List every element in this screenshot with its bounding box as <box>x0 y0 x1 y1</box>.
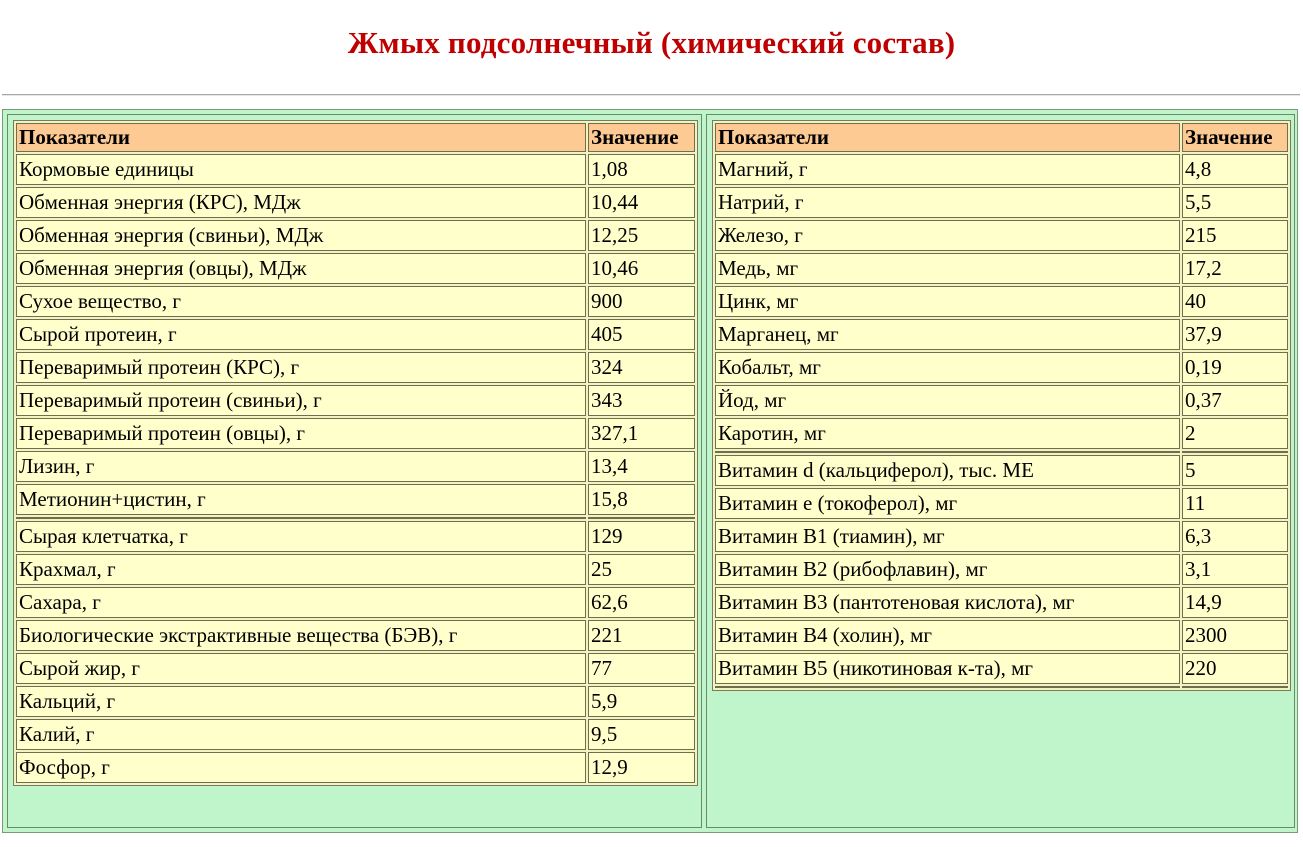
indicator-cell: Обменная энергия (свиньи), МДж <box>16 220 586 251</box>
value-cell: 900 <box>588 286 695 317</box>
value-cell: 15,8 <box>588 484 695 515</box>
table-row <box>16 319 695 350</box>
value-cell: 5 <box>1182 455 1288 486</box>
table-row <box>715 587 1288 618</box>
indicator-cell: Железо, г <box>715 220 1180 251</box>
indicator-cell: Витамин B3 (пантотеновая кислота), мг <box>715 587 1180 618</box>
table-row <box>16 653 695 684</box>
table-row <box>16 418 695 449</box>
page-title: Жмых подсолнечный (химический состав) <box>347 25 956 60</box>
table-row <box>16 484 695 515</box>
table-row <box>715 319 1288 350</box>
table-header-row <box>715 123 1288 152</box>
table-row <box>715 620 1288 651</box>
table-row <box>16 253 695 284</box>
indicator-cell: Калий, г <box>16 719 586 750</box>
value-cell: 62,6 <box>588 587 695 618</box>
value-cell: 12,9 <box>588 752 695 783</box>
indicator-cell: Цинк, мг <box>715 286 1180 317</box>
table-row <box>715 521 1288 552</box>
table-row <box>16 587 695 618</box>
table-row <box>715 554 1288 585</box>
table-row <box>715 653 1288 684</box>
indicator-cell: Сырой протеин, г <box>16 319 586 350</box>
value-cell: 17,2 <box>1182 253 1288 284</box>
indicator-cell: Витамин B1 (тиамин), мг <box>715 521 1180 552</box>
table-row <box>715 286 1288 317</box>
indicator-cell: Каротин, мг <box>715 418 1180 449</box>
right-nutrient-table <box>712 120 1291 691</box>
table-row <box>16 686 695 717</box>
table-row <box>16 752 695 783</box>
indicator-cell: Витамин B2 (рибофлавин), мг <box>715 554 1180 585</box>
indicator-cell: Обменная энергия (КРС), МДж <box>16 187 586 218</box>
indicator-cell: Магний, г <box>715 154 1180 185</box>
indicator-cell: Фосфор, г <box>16 752 586 783</box>
table-row <box>16 620 695 651</box>
horizontal-rule <box>2 94 1300 96</box>
table-row <box>715 154 1288 185</box>
indicator-cell: Лизин, г <box>16 451 586 482</box>
table-row <box>16 719 695 750</box>
table-row <box>715 253 1288 284</box>
value-cell: 5,5 <box>1182 187 1288 218</box>
table-row <box>715 418 1288 449</box>
indicator-cell: Биологические экстрактивные вещества (БЭВ), г <box>16 620 586 651</box>
indicator-cell: Кобальт, мг <box>715 352 1180 383</box>
indicator-cell: Сухое вещество, г <box>16 286 586 317</box>
table-row <box>16 286 695 317</box>
table-row <box>16 521 695 552</box>
indicator-cell: Переваримый протеин (КРС), г <box>16 352 586 383</box>
table-row <box>715 352 1288 383</box>
value-cell: 2300 <box>1182 620 1288 651</box>
indicator-cell: Витамин B5 (никотиновая к-та), мг <box>715 653 1180 684</box>
column-header-indicator: Показатели <box>715 123 1180 152</box>
separator-cell <box>588 517 695 519</box>
value-cell: 25 <box>588 554 695 585</box>
indicator-cell: Медь, мг <box>715 253 1180 284</box>
table-row <box>16 385 695 416</box>
separator-cell <box>1182 451 1288 453</box>
group-separator <box>715 451 1288 453</box>
table-row <box>715 385 1288 416</box>
value-cell: 0,19 <box>1182 352 1288 383</box>
left-nutrient-table <box>13 120 698 786</box>
indicator-cell: Кальций, г <box>16 686 586 717</box>
layout-frame <box>2 109 1298 833</box>
value-cell: 37,9 <box>1182 319 1288 350</box>
table-row <box>16 187 695 218</box>
indicator-cell: Метионин+цистин, г <box>16 484 586 515</box>
value-cell: 40 <box>1182 286 1288 317</box>
value-cell: 3,1 <box>1182 554 1288 585</box>
value-cell: 129 <box>588 521 695 552</box>
separator-cell <box>715 686 1180 688</box>
value-cell: 215 <box>1182 220 1288 251</box>
indicator-cell: Витамин е (токоферол), мг <box>715 488 1180 519</box>
indicator-cell: Сахара, г <box>16 587 586 618</box>
indicator-cell: Сырой жир, г <box>16 653 586 684</box>
value-cell: 77 <box>588 653 695 684</box>
value-cell: 11 <box>1182 488 1288 519</box>
value-cell: 6,3 <box>1182 521 1288 552</box>
indicator-cell: Переваримый протеин (овцы), г <box>16 418 586 449</box>
value-cell: 12,25 <box>588 220 695 251</box>
table-row <box>16 154 695 185</box>
indicator-cell: Натрий, г <box>715 187 1180 218</box>
indicator-cell: Марганец, мг <box>715 319 1180 350</box>
value-cell: 1,08 <box>588 154 695 185</box>
separator-cell <box>1182 686 1288 688</box>
table-row <box>16 352 695 383</box>
value-cell: 13,4 <box>588 451 695 482</box>
indicator-cell: Обменная энергия (овцы), МДж <box>16 253 586 284</box>
value-cell: 343 <box>588 385 695 416</box>
value-cell: 220 <box>1182 653 1288 684</box>
indicator-cell: Переваримый протеин (свиньи), г <box>16 385 586 416</box>
value-cell: 4,8 <box>1182 154 1288 185</box>
left-column <box>7 114 702 828</box>
group-separator <box>16 517 695 519</box>
group-separator <box>715 686 1288 688</box>
indicator-cell: Витамин B4 (холин), мг <box>715 620 1180 651</box>
separator-cell <box>715 451 1180 453</box>
value-cell: 10,46 <box>588 253 695 284</box>
column-header-indicator: Показатели <box>16 123 586 152</box>
value-cell: 221 <box>588 620 695 651</box>
value-cell: 14,9 <box>1182 587 1288 618</box>
table-row <box>16 554 695 585</box>
value-cell: 0,37 <box>1182 385 1288 416</box>
value-cell: 5,9 <box>588 686 695 717</box>
value-cell: 324 <box>588 352 695 383</box>
value-cell: 10,44 <box>588 187 695 218</box>
indicator-cell: Витамин d (кальциферол), тыс. МЕ <box>715 455 1180 486</box>
indicator-cell: Йод, мг <box>715 385 1180 416</box>
column-header-value: Значение <box>1182 123 1288 152</box>
indicator-cell: Сырая клетчатка, г <box>16 521 586 552</box>
separator-cell <box>16 517 586 519</box>
indicator-cell: Крахмал, г <box>16 554 586 585</box>
column-header-value: Значение <box>588 123 695 152</box>
table-row <box>16 451 695 482</box>
table-row <box>715 220 1288 251</box>
right-column <box>706 114 1295 828</box>
table-row <box>715 187 1288 218</box>
value-cell: 2 <box>1182 418 1288 449</box>
table-row <box>16 220 695 251</box>
value-cell: 405 <box>588 319 695 350</box>
indicator-cell: Кормовые единицы <box>16 154 586 185</box>
table-row <box>715 455 1288 486</box>
table-header-row <box>16 123 695 152</box>
table-row <box>715 488 1288 519</box>
value-cell: 327,1 <box>588 418 695 449</box>
value-cell: 9,5 <box>588 719 695 750</box>
